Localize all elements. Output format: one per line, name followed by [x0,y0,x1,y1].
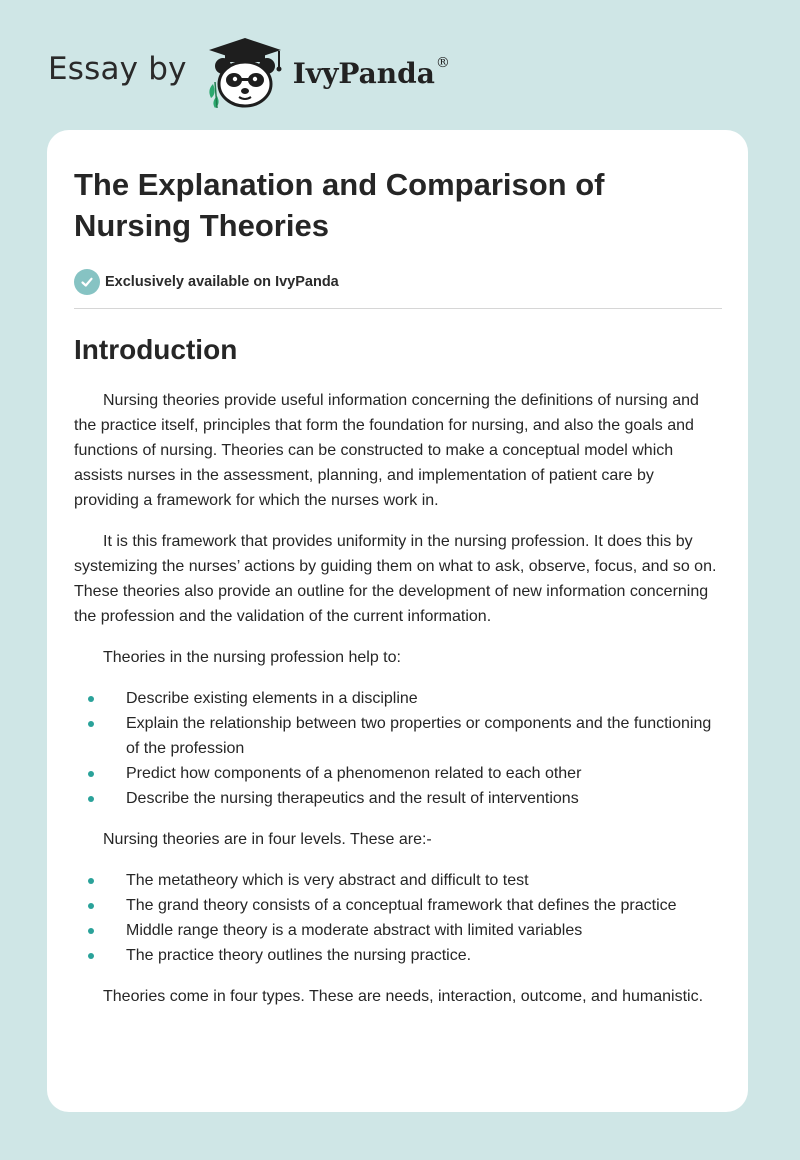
bullet-icon [88,953,94,959]
panda-logo-icon[interactable] [201,34,289,110]
check-icon [74,269,100,295]
list-item: Predict how components of a phenomenon related to each other [126,761,722,786]
article-card [47,130,748,1112]
list-item: The metatheory which is very abstract and difficult to test [126,868,722,893]
list-item: Describe the nursing therapeutics and the result of interventions [126,786,722,811]
section-heading: Introduction [74,334,238,365]
bullet-icon [88,721,94,727]
paragraph: Nursing theories provide useful information concerning the definitions of nursing and the practice itself, principles that form the foundation for nursing, and also the goals and functions of nursing. Theories can be constructed to make a conceptual model which assists nurses in the assessment, planning, and implementation of patient care by providing a framework for which the nurses work in. [74,392,699,509]
paragraph: Theories in the nursing profession help to: [103,649,401,666]
brand-name[interactable]: IvyPanda® [292,54,450,90]
list-item: The practice theory outlines the nursing practice. [126,943,722,968]
divider [74,308,722,309]
paragraph: Theories come in four types. These are needs, interaction, outcome, and humanistic. [103,988,704,1005]
list-item: Middle range theory is a moderate abstract with limited variables [126,918,722,943]
exclusive-badge-text: Exclusively available on IvyPanda [105,274,339,290]
essay-by-label: Essay by [48,51,187,87]
bullet-icon [88,796,94,802]
bullet-list [74,868,722,968]
page-title: The Explanation and Comparison of Nursing Theories [74,167,605,243]
site-header [48,34,450,110]
bullet-icon [88,771,94,777]
paragraph: Nursing theories are in four levels. These are:- [103,831,432,848]
bullet-icon [88,878,94,884]
paragraph: It is this framework that provides uniformity in the nursing profession. It does this by systemizing the nurses’ actions by guiding them on what to ask, observe, focus, and so on. These theories also provide an outline for the development of new information concerning the profession and the validation of the current information. [74,533,717,625]
list-item: The grand theory consists of a conceptual framework that defines the practice [126,893,722,918]
exclusive-badge [74,269,722,295]
bullet-icon [88,928,94,934]
list-item: Describe existing elements in a discipline [126,686,722,711]
bullet-icon [88,696,94,702]
bullet-icon [88,903,94,909]
registered-mark: ® [435,54,450,71]
list-item: Explain the relationship between two properties or components and the functioning of the profession [126,711,722,761]
bullet-list [74,686,722,811]
